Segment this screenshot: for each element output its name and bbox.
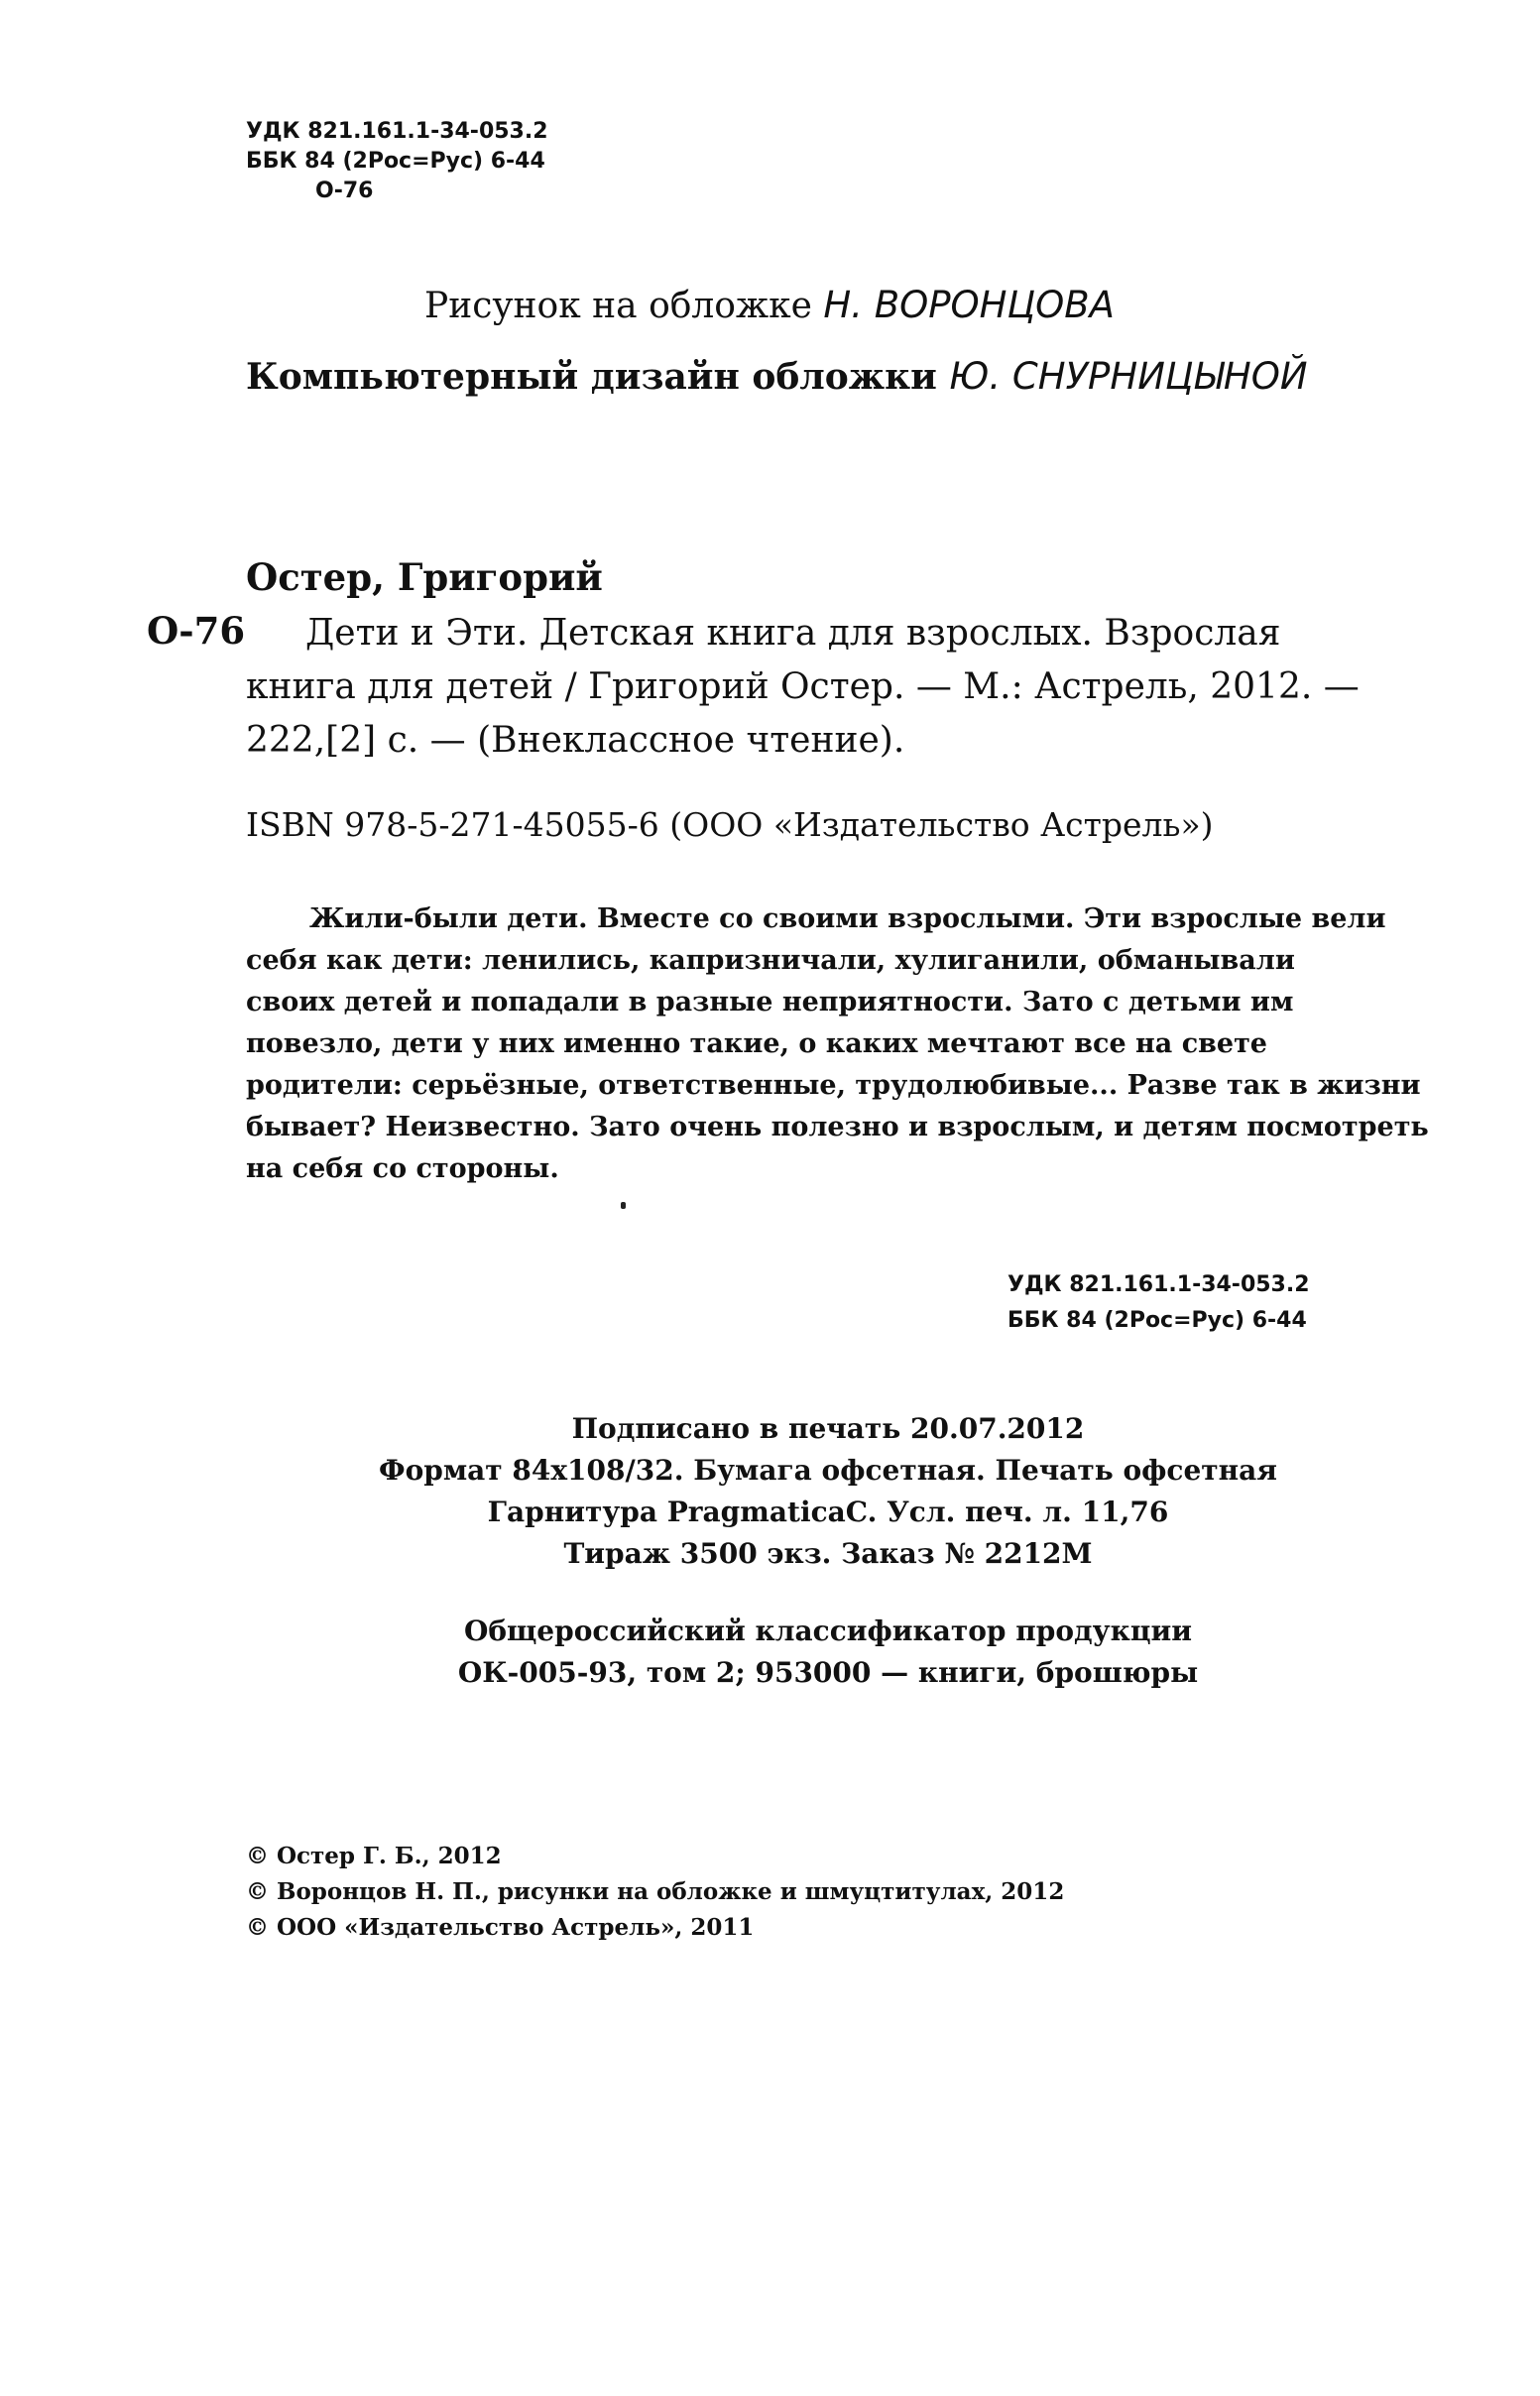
classification-codes-top: [246, 117, 548, 206]
annotation-line: Жили-были дети. Вместе со своими взрослыми. Эти взрослые вели: [309, 903, 1386, 934]
annotation: [246, 898, 1429, 1190]
annotation-line: себя как дети: ленились, капризничали, хулиганили, обманывали: [246, 945, 1295, 976]
annotation-line: родители: серьёзные, ответственные, трудолюбивые... Разве так в жизни: [246, 1070, 1421, 1101]
biblio-line: Дети и Эти. Детская книга для взрослых. Взрослая: [305, 613, 1281, 654]
author-heading: Остер, Григорий: [246, 555, 603, 599]
copyright-line: © Воронцов Н. П., рисунки на обложке и шмуцтитулах, 2012: [246, 1878, 1065, 1905]
biblio-line: книга для детей / Григорий Остер. — М.: Астрель, 2012. —: [246, 666, 1360, 707]
catalog-mark: О-76: [147, 609, 246, 653]
bbk-code: ББК 84 (2Рос=Рус) 6-44: [1007, 1308, 1307, 1333]
classifier-line: Общероссийский классификатор продукции: [463, 1615, 1193, 1647]
annotation-line: на себя со стороны.: [246, 1153, 559, 1184]
cover-art-credit: [424, 284, 1115, 326]
annotation-line: своих детей и попадали в разные неприятности. Зато с детьми им: [246, 987, 1294, 1018]
print-speck: [621, 1202, 626, 1209]
udk-code: УДК 821.161.1-34-053.2: [246, 119, 548, 144]
imprint-line: Формат 84х108/32. Бумага офсетная. Печать офсетная: [379, 1454, 1277, 1487]
product-classifier: [248, 1611, 1408, 1694]
imprint-line: Тираж 3500 экз. Заказ № 2212М: [563, 1537, 1093, 1570]
annotation-line: повезло, дети у них именно такие, о каких мечтают все на свете: [246, 1028, 1267, 1059]
cover-design-credit: [246, 355, 1308, 398]
classification-codes-bottom: [1007, 1267, 1310, 1339]
cover-design-label: Компьютерный дизайн обложки: [246, 356, 937, 398]
imprint-line: Гарнитура PragmaticaC. Усл. печ. л. 11,76: [487, 1496, 1169, 1528]
udk-code: УДК 821.161.1-34-053.2: [1007, 1272, 1310, 1297]
isbn: ISBN 978-5-271-45055-6 (ООО «Издательство Астрель»): [246, 805, 1214, 844]
copyright-line: © ООО «Издательство Астрель», 2011: [246, 1914, 755, 1941]
copyright-notices: [246, 1839, 1064, 1946]
copyright-line: © Остер Г. Б., 2012: [246, 1843, 502, 1869]
author-mark: О-76: [315, 179, 374, 203]
cover-art-label: Рисунок на обложке: [424, 286, 812, 326]
biblio-line: 222,[2] с. — (Внеклассное чтение).: [246, 720, 905, 761]
cover-design-name: Ю. СНУРНИЦЫНОЙ: [949, 355, 1308, 398]
cover-art-name: Н. ВОРОНЦОВА: [823, 284, 1115, 326]
annotation-line: бывает? Неизвестно. Зато очень полезно и взрослым, и детям посмотреть: [246, 1112, 1429, 1142]
bbk-code: ББК 84 (2Рос=Рус) 6-44: [246, 149, 545, 174]
imprint-block: [248, 1408, 1408, 1575]
classifier-line: ОК-005-93, том 2; 953000 — книги, брошюры: [457, 1656, 1199, 1689]
bibliographic-description: [246, 607, 1406, 768]
imprint-line: Подписано в печать 20.07.2012: [571, 1412, 1085, 1445]
